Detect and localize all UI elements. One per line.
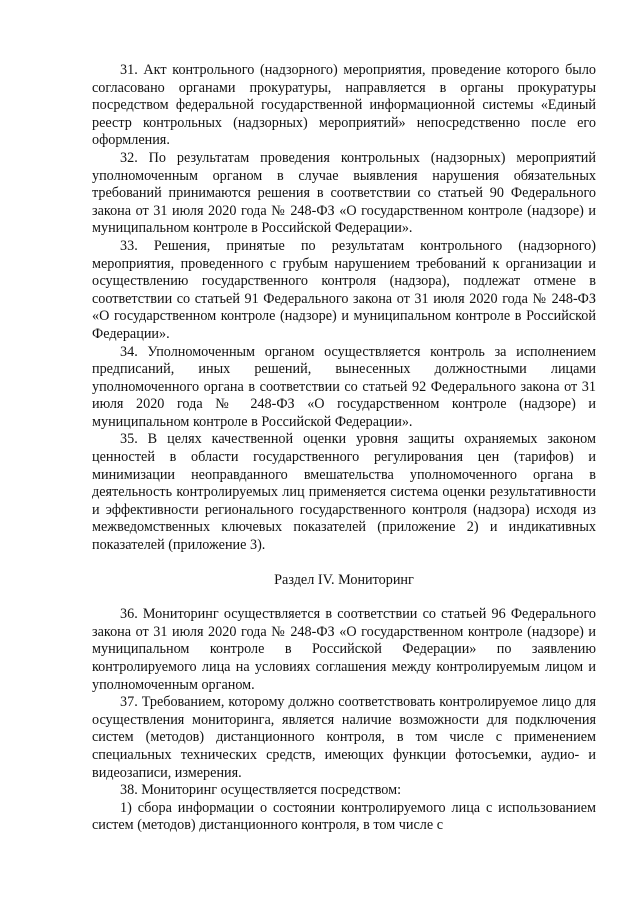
document-body (92, 62, 596, 835)
paragraph-31: 31. Акт контрольного (надзорного) мероприятия, проведение которого было согласовано органами прокуратуры, направляется в органы прокуратуры посредством федеральной государственной информационной системы «Единый реестр контрольных (надзорных) мероприятий» непосредственно после его оформления. (92, 62, 596, 149)
paragraph-34: 34. Уполномоченным органом осуществляется контроль за исполнением предписаний, иных решений, вынесенных должностными лицами уполномоченного органа в соответствии со статьей 92 Федерального закона от 31 июля 2020 года № 248-ФЗ «О государственном контроле (надзоре) и муниципальном контроле в Российской Федерации». (92, 343, 596, 430)
paragraph-33: 33. Решения, принятые по результатам контрольного (надзорного) мероприятия, проведенного с грубым нарушением требований к организации и осуществлению государственного контроля (надзора), подлежат отмене в соответствии со статьей 91 Федерального закона от 31 июля 2020 года № 248-ФЗ «О государственном контроле (надзоре) и муниципальном контроле в Российской Федерации». (92, 237, 596, 342)
spacer (92, 555, 596, 572)
spacer (92, 589, 596, 606)
list-item-1: 1) сбора информации о состоянии контролируемого лица с использованием систем (методов) дистанционного контроля, в том числе с (92, 799, 596, 834)
paragraph-36: 36. Мониторинг осуществляется в соответствии со статьей 96 Федерального закона от 31 июля 2020 года № 248-ФЗ «О государственном контроле (надзоре) и муниципальном контроле в Российской Федерации» по заявлению контролируемого лица на условиях соглашения между контролируемым лицом и уполномоченным органом. (92, 606, 596, 693)
paragraph-38: 38. Мониторинг осуществляется посредством: (120, 782, 402, 799)
paragraph-37: 37. Требованием, которому должно соответствовать контролируемое лицо для осуществления мониторинга, является наличие возможности для подключения систем (методов) дистанционного контроля, в том числе с применением специальных технических средств, имеющих функции фотосъемки, аудио- и видеозаписи, измерения. (92, 694, 596, 781)
paragraph-32: 32. По результатам проведения контрольных (надзорных) мероприятий уполномоченным органом в случае выявления нарушения обязательных требований принимаются решения в соответствии со статьей 90 Федерального закона от 31 июля 2020 года № 248-ФЗ «О государственном контроле (надзоре) и муниципальном контроле в Российской Федерации». (92, 149, 596, 237)
section-heading: Раздел IV. Мониторинг (274, 571, 414, 588)
paragraph-35: 35. В целях качественной оценки уровня защиты охраняемых законом ценностей в области государственного регулирования цен (тарифов) и минимизации неоправданного вмешательства уполномоченного органа в деятельность контролируемых лиц применяется система оценки результативности и эффективности регионального государственного контроля (надзора) исходя из межведомственных ключевых показателей (приложение 2) и индикативных показателей (приложение 3). (92, 431, 596, 554)
